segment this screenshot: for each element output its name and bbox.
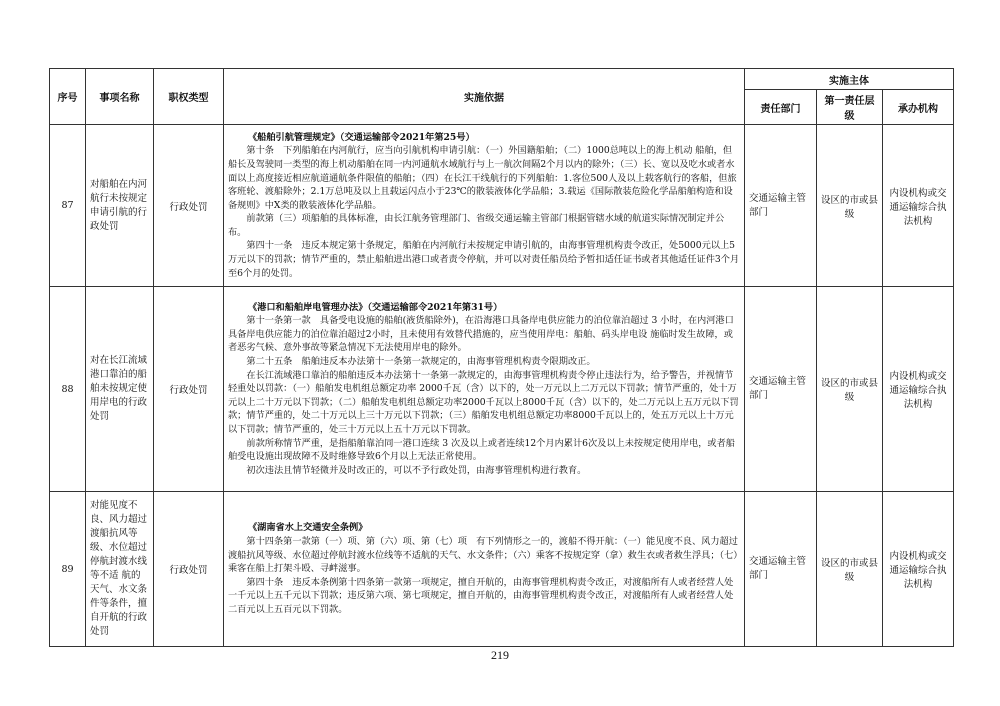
row-agency: 内设机构或交通运输综合执法机构: [883, 287, 954, 492]
row-item-name: 对能见度不良、风力超过渡船抗风等级、水位超过停航封渡水线等不适 航的天气、水文条件等条件，擅自开航的行政处罚: [86, 492, 154, 647]
basis-paragraph: 前款第（三）项船舶的具体标准，由长江航务管理部门、省级交通运输主管部门根据管辖水域的航道实际情况制定并公布。: [228, 213, 725, 238]
row-seq: 89: [50, 492, 86, 647]
header-seq: 序号: [50, 69, 86, 125]
row-power-type: 行政处罚: [154, 287, 224, 492]
page-number: 219: [491, 648, 509, 662]
basis-paragraph: 第十一条第一款 具备受电设施的船舶(液货船除外)，在沿海港口具备岸电供应能力的泊位靠泊超过 3 小时，在内河港口具备岸电供应能力的泊位靠泊超过2小时，且未使用有效替代措施的，应当使用岸电：船舶、码头岸电设 施临时发生故障，或者恶劣气候、意外事故等紧急情况下无法使用岸电的除外。: [228, 315, 734, 354]
row-dept: 交通运输主管部门: [745, 287, 817, 492]
header-item-name: 事项名称: [86, 69, 154, 125]
header-dept: 责任部门: [745, 90, 817, 125]
basis-paragraph: 第二十五条 船舶违反本办法第十一条第一款规定的，由海事管理机构责令限期改正。: [246, 356, 596, 368]
basis-paragraph: 前款所称情节严重，是指船舶靠泊同一港口连续 3 次及以上或者连续12个月内累计6次及以上未按规定使用岸电，或者船舶受电设施出现故障不及时维修导致6个月以上无法正常使用。: [228, 437, 735, 463]
header-subject: 实施主体: [745, 69, 954, 90]
row-power-type: 行政处罚: [154, 492, 224, 647]
law-title: 《船舶引航管理规定》（交通运输部令2021年第25号）: [248, 131, 475, 143]
row-seq: 88: [50, 287, 86, 492]
row-dept: 交通运输主管部门: [745, 492, 817, 647]
basis-paragraph: 初次违法且情节轻微并及时改正的，可以不予行政处罚，由海事管理机构进行教育。: [246, 464, 587, 476]
row-agency: 内设机构或交通运输综合执法机构: [883, 125, 954, 287]
law-title: 《港口和船舶岸电管理办法》（交通运输部令2021年第31号）: [248, 301, 503, 313]
header-basis: 实施依据: [224, 69, 745, 125]
row-seq: 87: [50, 125, 86, 287]
law-title: 《湖南省水上交通安全条例》: [248, 522, 368, 534]
row-basis: [224, 287, 745, 492]
row-level: 设区的市或县级: [817, 492, 883, 647]
enforcement-table: [49, 68, 954, 647]
row-basis: [224, 125, 745, 287]
row-basis: [224, 492, 745, 647]
table-row: [50, 125, 954, 287]
row-level: 设区的市或县级: [817, 125, 883, 287]
table-row: [50, 287, 954, 492]
row-power-type: 行政处罚: [154, 125, 224, 287]
basis-paragraph: 第四十一条 违反本规定第十条规定，船舶在内河航行未按规定申请引航的，由海事管理机构责令改正，处5000元以上5万元以下的罚款；情节严重的，禁止船舶进出港口或者责令停航，并可以对责任船员给予暂扣适任证书或者其他适任证件3个月至6个月的处罚。: [228, 240, 740, 279]
basis-paragraph: 第十四条第一款第（一）项、第（六）项、第（七）项 有下列情形之一的，渡船不得开航：（一）能见度不良、风力超过渡船抗风等级、水位超过停航封渡水位线等不适航的天气、水文条件；（六）乘客不按规定穿（拿）救生衣或者救生浮具；（七）乘客在船上打架斗殴、寻衅滋事。: [228, 536, 738, 575]
row-level: 设区的市或县级: [817, 287, 883, 492]
basis-paragraph: 第四十条 违反本条例第十四条第一款第一项规定，擅自开航的，由海事管理机构责令改正，对渡船所有人或者经营人处一千元以上五千元以下罚款；违反第六项、第七项规定，擅自开航的，由海事管理机构责令改正，对渡船所有人或者经营人处二百元以上五百元以下罚款。: [228, 576, 734, 615]
basis-paragraph: 第十条 下列船舶在内河航行，应当向引航机构申请引航：（一）外国籍船舶；（二）1000总吨以上的海上机动 船舶，但船长及驾驶同一类型的海上机动船舶在同一内河通航水域航行与上一航次间隔2个月以内的除外；（三）长、宽以及吃水或者水面以上高度接近相应航道通航条件限值的船舶；（四）在长江干线航行的下列船舶：1.客位500人及以上载客航行的客船，但旅客班轮、渡船除外；2.1万总吨及以上且载运闪点小于23℃的散装液体化学品船；3.载运《国际散装危险化学品船舶构造和设备规则》中X类的散装液体化学品船。: [228, 145, 737, 211]
row-item-name: 对船舶在内河航行未按规定申请引航的行政处罚: [86, 125, 154, 287]
row-dept: 交通运输主管部门: [745, 125, 817, 287]
row-agency: 内设机构或交通运输综合执法机构: [883, 492, 954, 647]
table-row: [50, 492, 954, 647]
header-level: 第一责任层级: [817, 90, 883, 125]
row-item-name: 对在长江流域港口靠泊的船舶未按规定使用岸电的行政处罚: [86, 287, 154, 492]
header-power-type: 职权类型: [154, 69, 224, 125]
basis-paragraph: 在长江流域港口靠泊的船舶违反本办法第十一条第一款规定的，由海事管理机构责令停止违法行为，给予警告，并视情节轻重处以罚款：（一）船舶发电机组总额定功率 2000千瓦（含）以下的，处一万元以上二万元以下罚款；情节严重的，处十万元以上二十万元以下罚款；（二）船舶发电机组总额定功率2000千瓦以上8000千瓦（含）以下的，处二万元以上五万元以下罚款；情节严重的，处二十万元以上三十万元以下罚款；（三）船舶发电机组总额定功率8000千瓦以上的，处五万元以上十万元以下罚款；情节严重的，处三十万元以上五十万元以下罚款。: [228, 369, 739, 435]
header-agency: 承办机构: [883, 90, 954, 125]
